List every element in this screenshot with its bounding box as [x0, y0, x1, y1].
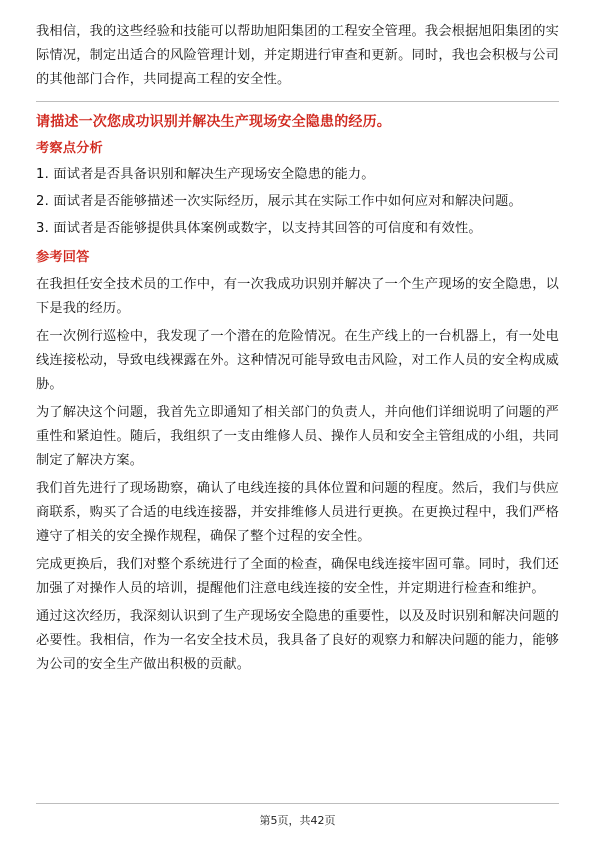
answer-paragraph-6: 通过这次经历，我深刻认识到了生产现场安全隐患的重要性，以及及时识别和解决问题的必要性。我相信，作为一名安全技术员，我具备了良好的观察力和解决问题的能力，能够为公司的安全生产做出积极的贡献。	[36, 609, 559, 672]
section-divider	[36, 101, 559, 102]
page-content	[36, 20, 559, 677]
page-number: 第5页，共42页	[259, 814, 336, 827]
analysis-title: 考察点分析	[36, 141, 103, 156]
analysis-item-3: 3. 面试者是否能够提供具体案例或数字，以支持其回答的可信度和有效性。	[36, 221, 482, 236]
answer-title: 参考回答	[36, 250, 90, 265]
analysis-item-1: 1. 面试者是否具备识别和解决生产现场安全隐患的能力。	[36, 167, 375, 182]
answer-paragraph-4: 我们首先进行了现场勘察，确认了电线连接的具体位置和问题的程度。然后，我们与供应商联系，购买了合适的电线连接器，并安排维修人员进行更换。在更换过程中，我们严格遵守了相关的安全操作规程，确保了整个过程的安全性。	[36, 481, 559, 544]
answer-paragraph-5: 完成更换后，我们对整个系统进行了全面的检查，确保电线连接牢固可靠。同时，我们还加强了对操作人员的培训，提醒他们注意电线连接的安全性，并定期进行检查和维护。	[36, 557, 559, 596]
question-heading: 请描述一次您成功识别并解决生产现场安全隐患的经历。	[36, 114, 391, 130]
answer-paragraph-2: 在一次例行巡检中，我发现了一个潜在的危险情况。在生产线上的一台机器上，有一处电线连接松动，导致电线裸露在外。这种情况可能导致电击风险，对工作人员的安全构成威胁。	[36, 329, 559, 392]
analysis-item-2: 2. 面试者是否能够描述一次实际经历，展示其在实际工作中如何应对和解决问题。	[36, 194, 522, 209]
answer-paragraph-1: 在我担任安全技术员的工作中，有一次我成功识别并解决了一个生产现场的安全隐患，以下是我的经历。	[36, 277, 559, 316]
footer-divider	[36, 803, 559, 804]
answer-paragraph-3: 为了解决这个问题，我首先立即通知了相关部门的负责人，并向他们详细说明了问题的严重性和紧迫性。随后，我组织了一支由维修人员、操作人员和安全主管组成的小组，共同制定了解决方案。	[36, 405, 559, 468]
intro-paragraph: 我相信，我的这些经验和技能可以帮助旭阳集团的工程安全管理。我会根据旭阳集团的实际情况，制定出适合的风险管理计划，并定期进行审查和更新。同时，我也会积极与公司的其他部门合作，共同提高工程的安全性。	[36, 24, 559, 87]
